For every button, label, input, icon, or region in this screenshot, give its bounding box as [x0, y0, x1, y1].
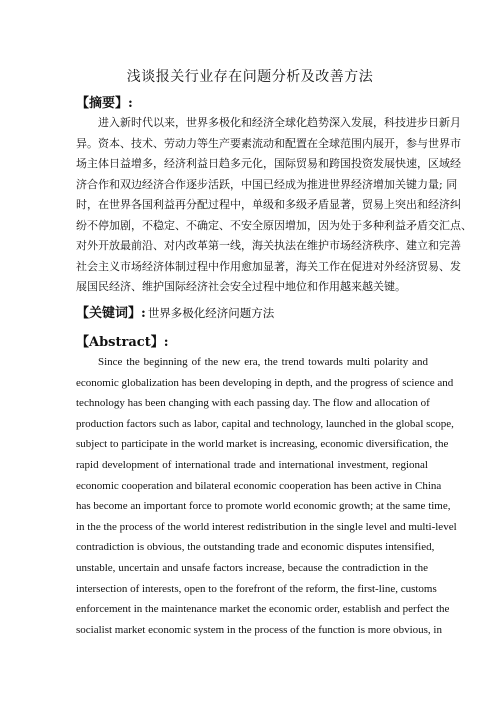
abstract-en-line: socialist market economic system in the process of the function is more obvious, in: [76, 623, 442, 636]
abstract-cn-line: 社会主义市场经济体制过程中作用愈加显著，海关工作在促进对外经济贸易、发: [76, 259, 461, 273]
abstract-cn-line: 纷不停加剧，不稳定、不确定、不安全原因增加，因为处于多种利益矛盾交汇点、: [76, 218, 472, 232]
abstract-en-line: has become an important force to promote world economic growth; at the same time,: [76, 500, 451, 513]
abstract-en-body: [76, 352, 457, 640]
keywords-cn: [76, 302, 274, 321]
paper-title: 浅谈报关行业存在问题分析及改善方法: [126, 69, 374, 85]
abstract-en-line: production factors such as labor, capital and technology, launched in the global scope,: [76, 417, 454, 430]
abstract-en-line: economic cooperation and bilateral economic cooperation has been active in China: [76, 479, 442, 492]
abstract-en-line: contradiction is obvious, the outstanding trade and economic disputes intensified,: [76, 541, 435, 554]
abstract-cn-line: 济合作和双边经济合作逐步活跃，中国已经成为推进世界经济增加关键力量; 同: [76, 177, 458, 191]
abstract-cn-line: 展国民经济、维护国际经济社会安全过程中地位和作用越来越关键。: [76, 280, 406, 293]
keywords-cn-heading: 【关键词】:: [76, 306, 146, 321]
abstract-cn-line: 时，在世界各国利益再分配过程中，单级和多级矛盾显著，贸易上突出和经济纠: [76, 198, 461, 211]
abstract-cn-heading: 【摘要】:: [76, 96, 133, 111]
abstract-en-heading: 【Abstract】:: [76, 335, 169, 350]
abstract-cn-line: 场主体日益增多，经济利益日趋多元化，国际贸易和跨国投资发展快速，区域经: [76, 157, 461, 170]
abstract-cn-line: 进入新时代以来，世界多极化和经济全球化趋势深入发展，科技进步日新月: [98, 116, 461, 129]
abstract-en-line: intersection of interests, open to the forefront of the reform, the first-line, customs: [76, 582, 437, 595]
keywords-cn-text: 世界多极化经济问题方法: [147, 306, 275, 320]
abstract-en-line: economic globalization has been developing in depth, and the progress of science and: [76, 376, 454, 389]
abstract-en-line: enforcement in the maintenance market the economic order, establish and perfect the: [76, 603, 450, 616]
abstract-cn-line: 对外开放最前沿、对内改革第一线，海关执法在维护市场经济秩序、建立和完善: [76, 239, 461, 252]
abstract-en-line: Since the beginning of the new era, the trend towards multi polarity and: [98, 356, 428, 368]
abstract-en-line: in the the process of the world interest redistribution in the single level and multi-level: [76, 520, 457, 533]
abstract-cn-line: 异。资本、技术、劳动力等生产要素流动和配置在全球范围内展开，参与世界市: [76, 136, 461, 150]
abstract-en-line: unstable, uncertain and unsafe factors increase, because the contradiction in the: [76, 561, 428, 574]
abstract-en-line: technology has been changing with each passing day. The flow and allocation of: [76, 397, 430, 410]
abstract-en-line: subject to participate in the world market is increasing, economic diversification, the: [76, 438, 449, 451]
abstract-en-line: rapid development of international trade and international investment, regional: [76, 458, 428, 471]
abstract-cn-body: [76, 113, 472, 298]
